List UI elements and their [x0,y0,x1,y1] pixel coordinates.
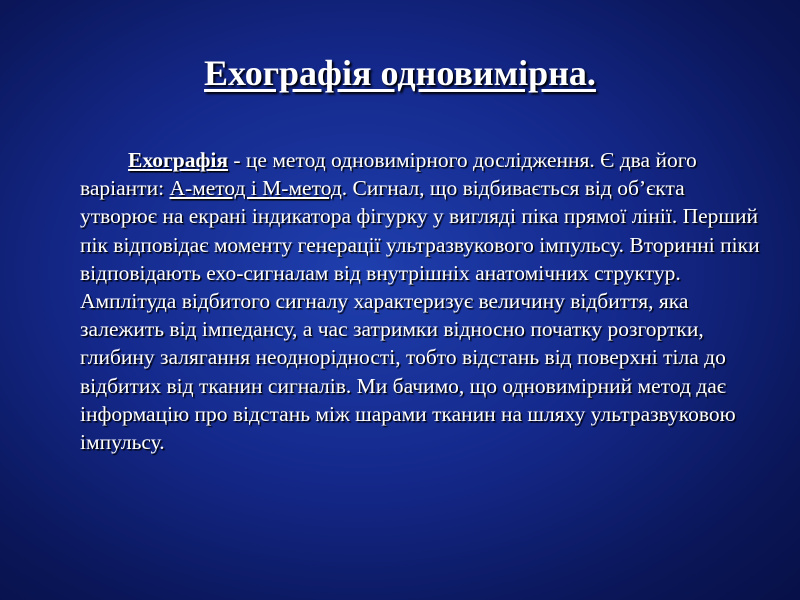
body-text-part2: . Сигнал, що відбивається від об’єкта утворює на екрані індикатора фігурку у вигляді піка прямої лінії. Перший пік відповідає моменту генерації ультразвукового імпульсу. Вторинні піки відповідають ехо-сигналам від внутрішніх анатомічних структур. Амплітуда відбитого сигналу характеризує величину відбиття, яка залежить від імпедансу, а час затримки відносно початку розгортки, глибину залягання неоднорідності, тобто відстань від поверхні тіла до відбитих від тканин сигналів. Ми бачимо, що одновимірний метод дає інформацію про відстань між шарами тканин на шляху ультразвуковою імпульсу. [80,176,760,455]
body-text-part1: - це метод одновимірного дослідження. Є два його варіанти: [80,148,697,201]
slide-body-text [80,146,760,456]
methods-link: А-метод і М-метод [169,176,342,201]
term-echography: Ехографія [128,148,228,172]
slide-title: Ехографія одновимірна. [204,53,596,93]
